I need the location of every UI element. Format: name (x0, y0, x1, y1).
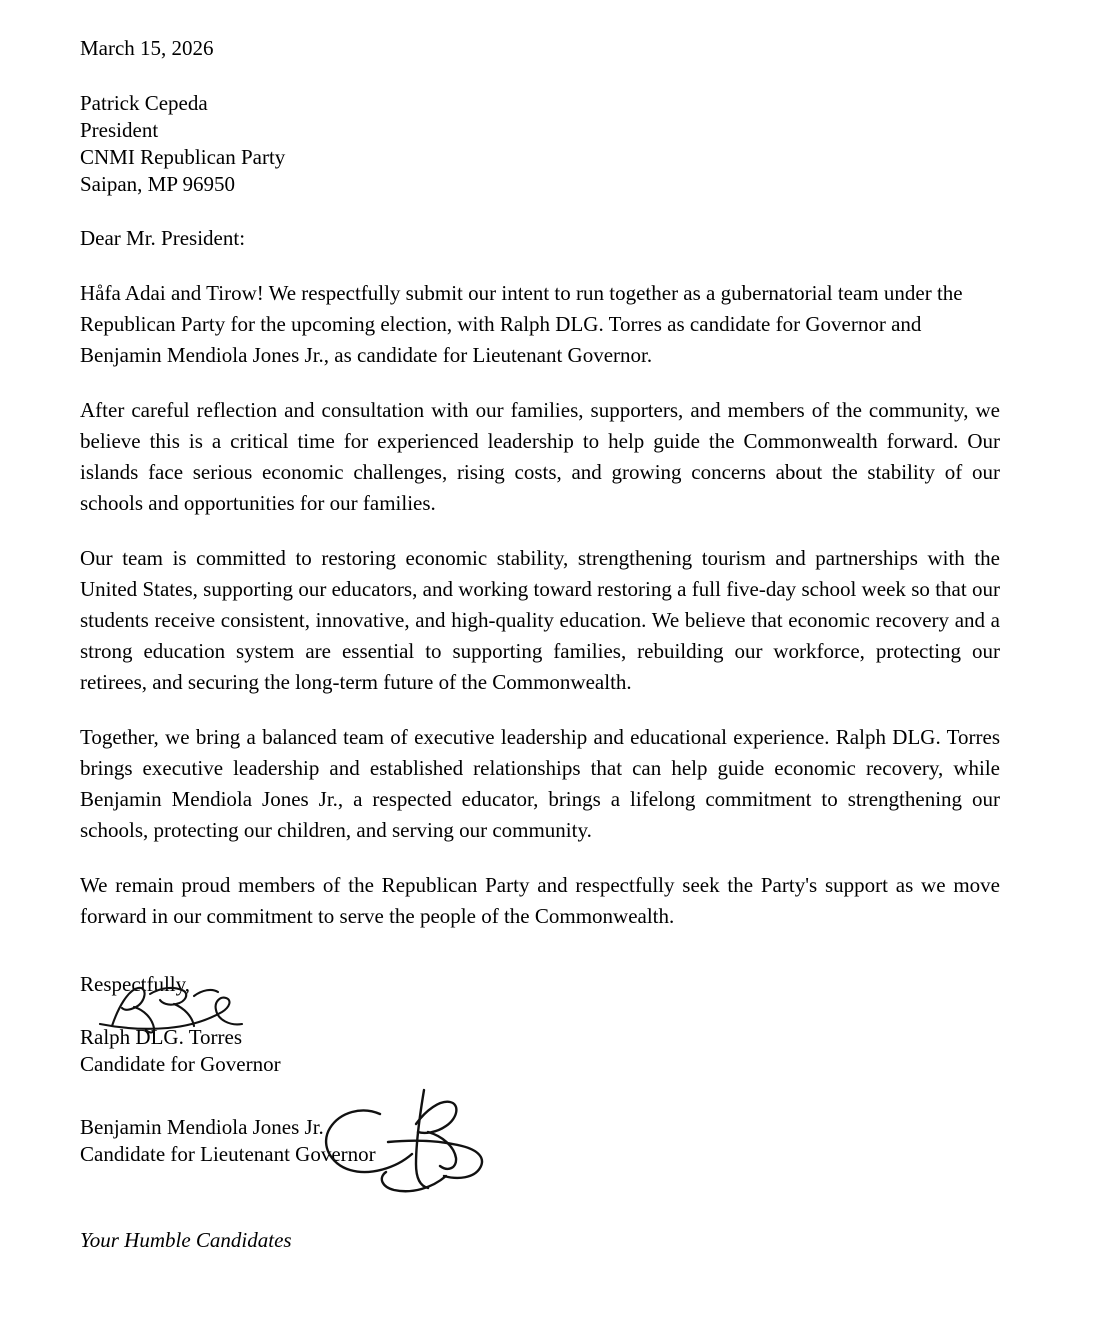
recipient-name: Patrick Cepeda (80, 91, 208, 115)
recipient-title: President (80, 118, 159, 142)
paragraph-2: After careful reflection and consultation with our families, supporters, and members of the community, we believe this is a critical time for experienced leadership to help guide the Commonwealth forward. Our islands face serious economic challenges, rising costs, and growing concerns about the stability of our schools and opportunities for our families. (80, 398, 1000, 515)
closing: Respectfully, (80, 972, 191, 996)
signatory-1-name: Ralph DLG. Torres (80, 1025, 243, 1049)
paragraph-4: Together, we bring a balanced team of executive leadership and educational experience. Ralph DLG. Torres brings executive leadership and established relationships that can help guide economic recovery, while Benjamin Mendiola Jones Jr., a respected educator, brings a lifelong commitment to strengthening our schools, protecting our children, and serving our community. (80, 725, 1000, 842)
letter-body (80, 34, 1000, 1253)
signature-block (80, 1024, 1000, 1168)
tagline: Your Humble Candidates (80, 1228, 292, 1252)
recipient-address (80, 90, 1000, 198)
signatory-2-role: Candidate for Lieutenant Governor (80, 1142, 376, 1166)
salutation: Dear Mr. President: (80, 226, 246, 250)
signatory-1-role: Candidate for Governor (80, 1052, 281, 1076)
signatory-2-name: Benjamin Mendiola Jones Jr. (80, 1115, 324, 1139)
paragraph-3: Our team is committed to restoring economic stability, strengthening tourism and partnerships with the United States, supporting our educators, and working toward restoring a full five-day school week so that our students receive consistent, innovative, and high-quality education. We believe that economic recovery and a strong education system are essential to supporting families, rebuilding our workforce, protecting our retirees, and securing the long-term future of the Commonwealth. (80, 546, 1000, 694)
paragraph-5: We remain proud members of the Republican Party and respectfully seek the Party's support as we move forward in our commitment to serve the people of the Commonwealth. (80, 873, 1000, 928)
letter-date: March 15, 2026 (80, 36, 214, 60)
recipient-address-line: Saipan, MP 96950 (80, 172, 235, 196)
recipient-organization: CNMI Republican Party (80, 145, 286, 169)
paragraph-1: Håfa Adai and Tirow! We respectfully submit our intent to run together as a gubernatorial team under the Republican Party for the upcoming election, with Ralph DLG. Torres as candidate for Governor and Benjamin Mendiola Jones Jr., as candidate for Lieutenant Governor. (80, 281, 963, 367)
